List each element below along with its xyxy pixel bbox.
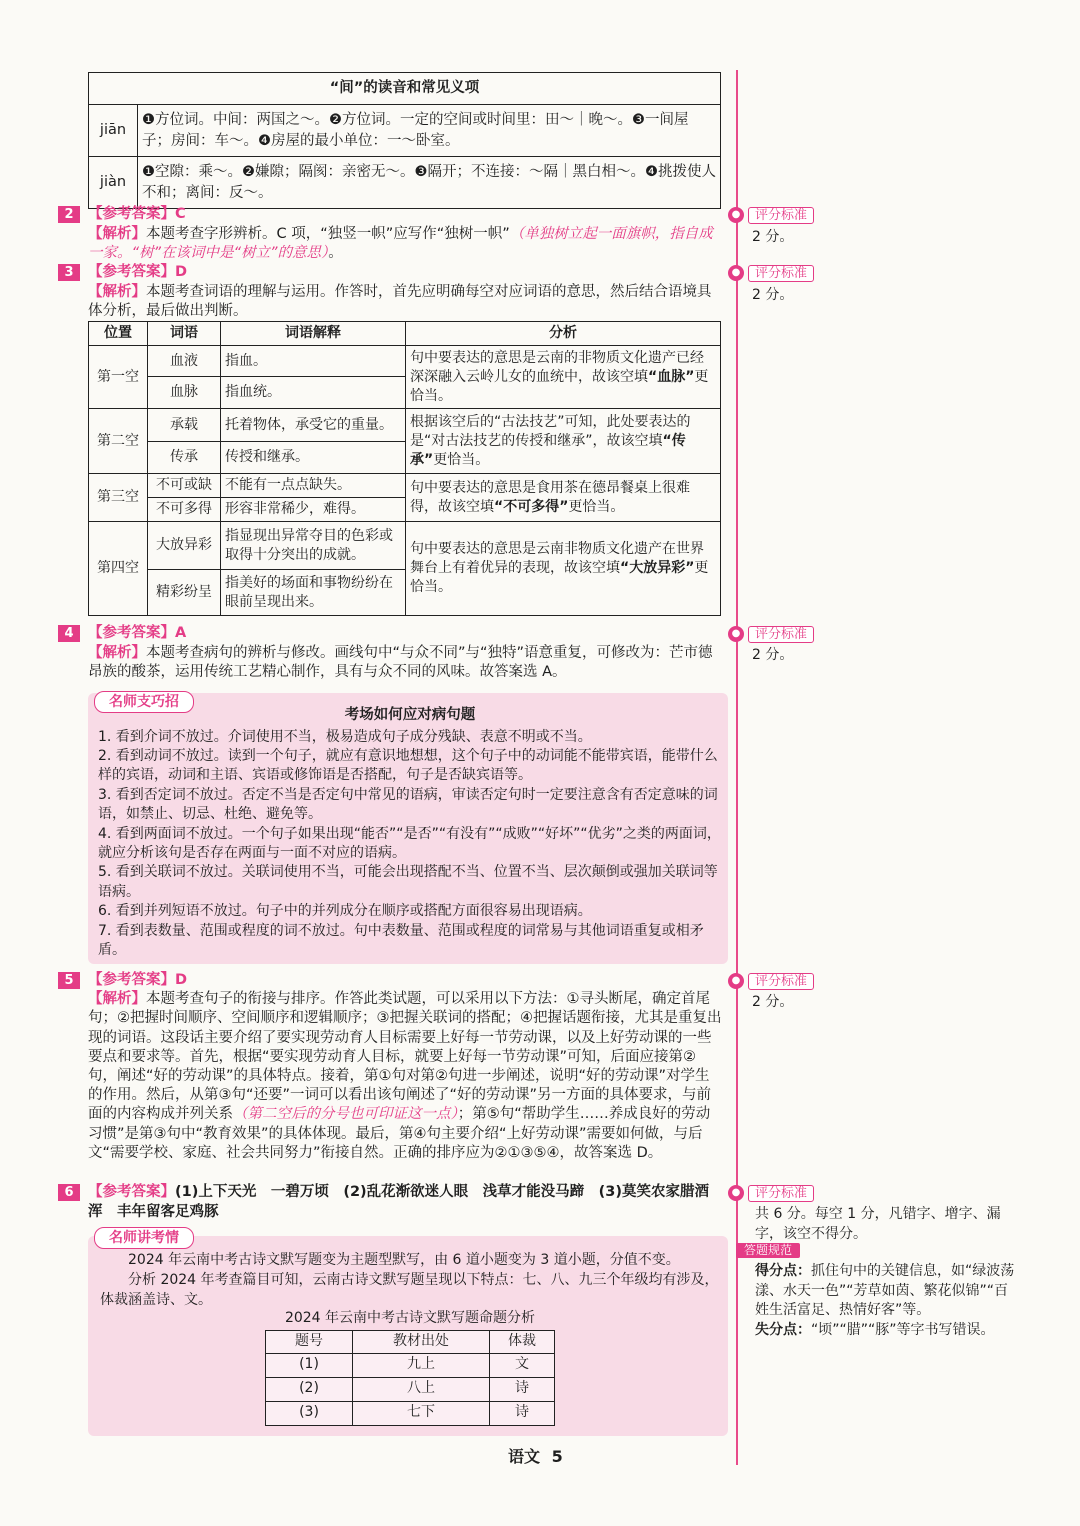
score-text: 2 分。: [752, 287, 794, 303]
question-number: 6: [58, 1184, 80, 1201]
answer-label: 【参考答案】: [88, 264, 175, 280]
analysis-label: 【解析】: [88, 283, 146, 300]
analysis-text: 句中要表达的意思是云南非物质文化遗产在世界舞台上有着优异的表现，故该空填: [410, 541, 704, 576]
badge-icon: ●: [728, 973, 744, 989]
q1-pinyin: jiàn: [89, 157, 138, 209]
col-header: 分析: [406, 322, 721, 346]
analysis-label: 【解析】: [88, 225, 146, 242]
tip-tag: 名师支巧招: [94, 691, 194, 713]
col-header: 题号: [266, 1331, 353, 1354]
position-cell: 第四空: [89, 522, 148, 616]
word-cell: 传承: [148, 442, 221, 474]
tip-item: 6. 看到并列短语不放过。句子中的并列成分在顺序或搭配方面很容易出现语病。: [98, 903, 592, 920]
answer-value: D: [175, 972, 188, 988]
score-text: 2 分。: [752, 229, 794, 245]
meaning-cell: 形容非常稀少，难得。: [221, 498, 406, 522]
tip-content: [98, 706, 722, 960]
score-badge: [728, 625, 814, 643]
meaning-cell: 指血。: [221, 346, 406, 377]
meaning-cell: 不能有一点点缺失。: [221, 474, 406, 498]
score-label: 评分标准: [748, 1185, 814, 1202]
gain-label: 得分点：: [755, 1263, 811, 1279]
analysis-text: 本题考查字形辨析。C 项，“独竖一帜”应写作“独树一帜”: [146, 225, 510, 242]
word-cell: 精彩纷呈: [148, 570, 221, 616]
position-cell: 第二空: [89, 409, 148, 474]
col-header: 位置: [89, 322, 148, 346]
analysis-text: ；第⑤句“帮助学生……养成良好的劳动习惯”是第③句中“教育效果”的具体体现。最后，第④句主要介绍“上好劳动课”需要如何做，与后文“需要学校、家庭、社会共同努力”衔接自然。正确的排序应为②①③⑤④，故答案选 D。: [88, 1106, 711, 1161]
meaning-cell: 传授和继承。: [221, 442, 406, 474]
tip-tag: 名师讲考情: [94, 1227, 194, 1249]
q3-table: [88, 321, 721, 616]
badge-icon: ●: [728, 626, 744, 642]
score-label: 评分标准: [748, 626, 814, 643]
col-header: 词语解释: [221, 322, 406, 346]
q1-meaning: ❶空隙：乘～。❷嫌隙；隔阂：亲密无～。❸隔开；不连接：～隔｜黑白相～。❹挑拨使人不和；离间：反～。: [138, 157, 721, 209]
word-cell: 血脉: [148, 377, 221, 409]
answer-word: “血脉”: [648, 368, 695, 385]
gain-text: 抓住句中的关键信息，如“绿波荡漾、水天一色”“芳草如茵、繁花似锦”“百姓生活富足、热情好客”等。: [755, 1263, 1015, 1318]
q1-table-title: “间”的读音和常见义项: [89, 73, 721, 105]
analysis-label: 【解析】: [88, 991, 146, 1008]
page-footer: [508, 1447, 563, 1467]
cell: 七下: [353, 1401, 490, 1425]
answer-value: (1)上下天光 一碧万顷 (2)乱花渐欲迷人眼 浅草才能没马蹄 (3)莫笑农家腊酒浑 丰年留客足鸡豚: [88, 1184, 710, 1220]
answer-word: “大放异彩”: [620, 560, 695, 576]
handwritten-note: （单独树立起一面旗帜，指自成一家。“树”在该词中是“树立”的意思）: [88, 225, 713, 261]
rule-text: [755, 1262, 1020, 1340]
tip-item: 5. 看到关联词不放过。关联词使用不当，可能会出现搭配不当、位置不当、层次颠倒或强加关联词等语病。: [98, 864, 718, 900]
analysis-end: 。: [328, 245, 343, 261]
q3-block: [88, 263, 722, 322]
cell: (2): [266, 1377, 353, 1401]
answer-word: “不可多得”: [494, 498, 569, 515]
score-text: 2 分。: [752, 647, 794, 663]
analysis-label: 【解析】: [88, 644, 146, 661]
score-label: 评分标准: [748, 207, 814, 224]
cell: 诗: [490, 1377, 555, 1401]
cell: (1): [266, 1353, 353, 1377]
tip-title: 考场如何应对病句题: [344, 707, 476, 723]
word-cell: 血液: [148, 346, 221, 377]
word-cell: 大放异彩: [148, 522, 221, 570]
cell: 八上: [353, 1377, 490, 1401]
analysis-tail: 更恰当。: [410, 560, 709, 595]
cell: 文: [490, 1353, 555, 1377]
analysis-tail: 更恰当。: [433, 451, 490, 468]
score-badge: [728, 206, 814, 224]
q1-pinyin: jiān: [89, 105, 138, 157]
badge-icon: ●: [728, 265, 744, 281]
answer-word: “传承”: [410, 432, 686, 468]
q2-block: [88, 205, 722, 264]
badge-icon: ●: [728, 1185, 744, 1201]
col-header: 体裁: [490, 1331, 555, 1354]
analysis-text: 句中要表达的意思是云南的非物质文化遗产已经深深融入云岭儿女的血统中，故该空填: [410, 349, 704, 385]
score-label: 评分标准: [748, 265, 814, 282]
answer-label: 【参考答案】: [88, 206, 175, 222]
answer-label: 【参考答案】: [88, 625, 175, 641]
handwritten-note: （第二空后的分号也可印证这一点）: [233, 1106, 458, 1123]
col-header: 词语: [148, 322, 221, 346]
analysis-text: 本题考查病句的辨析与修改。画线句中“与众不同”与“独特”语意重复，可修改为：芒市德昂族的酸茶，运用传统工艺精心制作，具有与众不同的风味。故答案选 A。: [88, 644, 713, 680]
cell: 诗: [490, 1401, 555, 1425]
tip-item: 1. 看到介词不放过。介词使用不当，极易造成句子成分残缺、表意不明或不当。: [98, 728, 592, 745]
question-number: 2: [58, 206, 80, 223]
analysis-text: 本题考查词语的理解与运用。作答时，首先应明确每空对应词语的意思，然后结合语境具体分析，最后做出判断。: [88, 283, 712, 319]
answer-label: 【参考答案】: [88, 1184, 175, 1200]
analysis-cell: [406, 409, 721, 474]
analysis-tail: 更恰当。: [568, 498, 625, 515]
analysis-text: 本题考查句子的衔接与排序。作答此类试题，可以采用以下方法：①寻头断尾，确定首尾句；②把握时间顺序、空间顺序和逻辑顺序；③把握关联词的搭配；④把握话题衔接，尤其是重复出现的词语。这段话主要介绍了要实现劳动育人目标需要上好每一节劳动课，以及上好劳动课的一些要点和要求等。首先，根据“要实现劳动育人目标，就要上好每一节劳动课”可知，后面应接第②句，阐述“好的劳动课”的具体特点。接着，第①句对第②句进一步阐述，说明“好的劳动课”对学生的作用。然后，从第③句“还要”一词可以看出该句阐述了“好的劳动课”另一方面的具体要求，与前面的内容构成并列关系: [88, 991, 722, 1123]
lose-text: “顷”“腊”“豚”等字书写错误。: [811, 1321, 995, 1338]
col-header: 教材出处: [353, 1331, 490, 1354]
tip2-p2: 分析 2024 年考查篇目可知，云南古诗文默写题呈现以下特点：七、八、九三个年级均有涉及，体裁涵盖诗、文。: [100, 1272, 719, 1308]
tip2-table: [265, 1330, 555, 1426]
answer-value: A: [175, 625, 187, 641]
position-cell: 第一空: [89, 346, 148, 409]
analysis-cell: [406, 346, 721, 409]
score-badge: [728, 1184, 814, 1202]
q1-meaning: ❶方位词。中间：两国之～。❷方位词。一定的空间或时间里：田～｜晚～。❸一间屋子；房间：车～。❹房屋的最小单位：一～卧室。: [138, 105, 721, 157]
analysis-text: 句中要表达的意思是食用茶在德昂餐桌上很难得，故该空填: [410, 479, 690, 515]
meaning-cell: 指血统。: [221, 377, 406, 409]
cell: 九上: [353, 1353, 490, 1377]
q1-table: [88, 72, 721, 209]
score-badge: [728, 972, 814, 990]
rule-tag: 答题规范: [736, 1243, 800, 1258]
word-cell: 承载: [148, 409, 221, 442]
q5-block: [88, 971, 722, 1163]
question-number: 3: [58, 264, 80, 281]
cell: (3): [266, 1401, 353, 1425]
word-cell: 不可或缺: [148, 474, 221, 498]
tip-item: 4. 看到两面词不放过。一个句子如果出现“能否”“是否”“有没有”“成败”“好坏”“优劣”之类的两面词，就应分析该句是否存在两面与一面不对应的语病。: [98, 825, 721, 861]
analysis-cell: [406, 522, 721, 616]
subject-label: 语文: [508, 1447, 541, 1466]
tip-item: 7. 看到表数量、范围或程度的词不放过。句中表数量、范围或程度的词常易与其他词语重复或相矛盾。: [98, 922, 704, 958]
score-label: 评分标准: [748, 973, 814, 990]
score-text: 共 6 分。每空 1 分，凡错字、增字、漏字，该空不得分。: [755, 1206, 1001, 1242]
word-cell: 不可多得: [148, 498, 221, 522]
q6-block: [88, 1183, 722, 1222]
badge-icon: ●: [728, 207, 744, 223]
tip-item: 3. 看到否定词不放过。否定不当是否定句中常见的语病，审读否定句时一定要注意含有否定意味的词语，如禁止、切忌、杜绝、避免等。: [98, 786, 718, 823]
meaning-cell: 指显现出异常夺目的色彩或取得十分突出的成就。: [221, 522, 406, 570]
question-number: 4: [58, 625, 80, 642]
tip2-table-title: 2024 年云南中考古诗文默写题命题分析: [284, 1310, 536, 1326]
analysis-text: 根据该空后的“古法技艺”可知，此处要表达的是“对古法技艺的传授和继承”，故该空填: [410, 413, 691, 449]
tip-item: 2. 看到动词不放过。读到一个句子，就应有意识地想想，这个句子中的动词能不能带宾语，能带什么样的宾语，动词和主语、宾语或修饰语是否搭配，句子是否缺宾语等。: [98, 747, 718, 784]
lose-label: 失分点：: [755, 1321, 811, 1338]
meaning-cell: 指美好的场面和事物纷纷在眼前呈现出来。: [221, 570, 406, 616]
answer-label: 【参考答案】: [88, 972, 175, 988]
position-cell: 第三空: [89, 474, 148, 522]
score-badge: [728, 264, 814, 282]
score-text: 2 分。: [752, 994, 794, 1010]
analysis-tail: 更恰当。: [410, 368, 709, 404]
question-number: 5: [58, 972, 80, 989]
meaning-cell: 托着物体，承受它的重量。: [221, 409, 406, 442]
tip2-p1: 2024 年云南中考古诗文默写题变为主题型默写，由 6 道小题变为 3 道小题，分值不变。: [128, 1252, 680, 1268]
page-number: 5: [551, 1447, 563, 1466]
answer-value: D: [175, 264, 188, 280]
analysis-cell: [406, 474, 721, 522]
q4-block: [88, 624, 722, 683]
answer-value: C: [175, 206, 186, 222]
